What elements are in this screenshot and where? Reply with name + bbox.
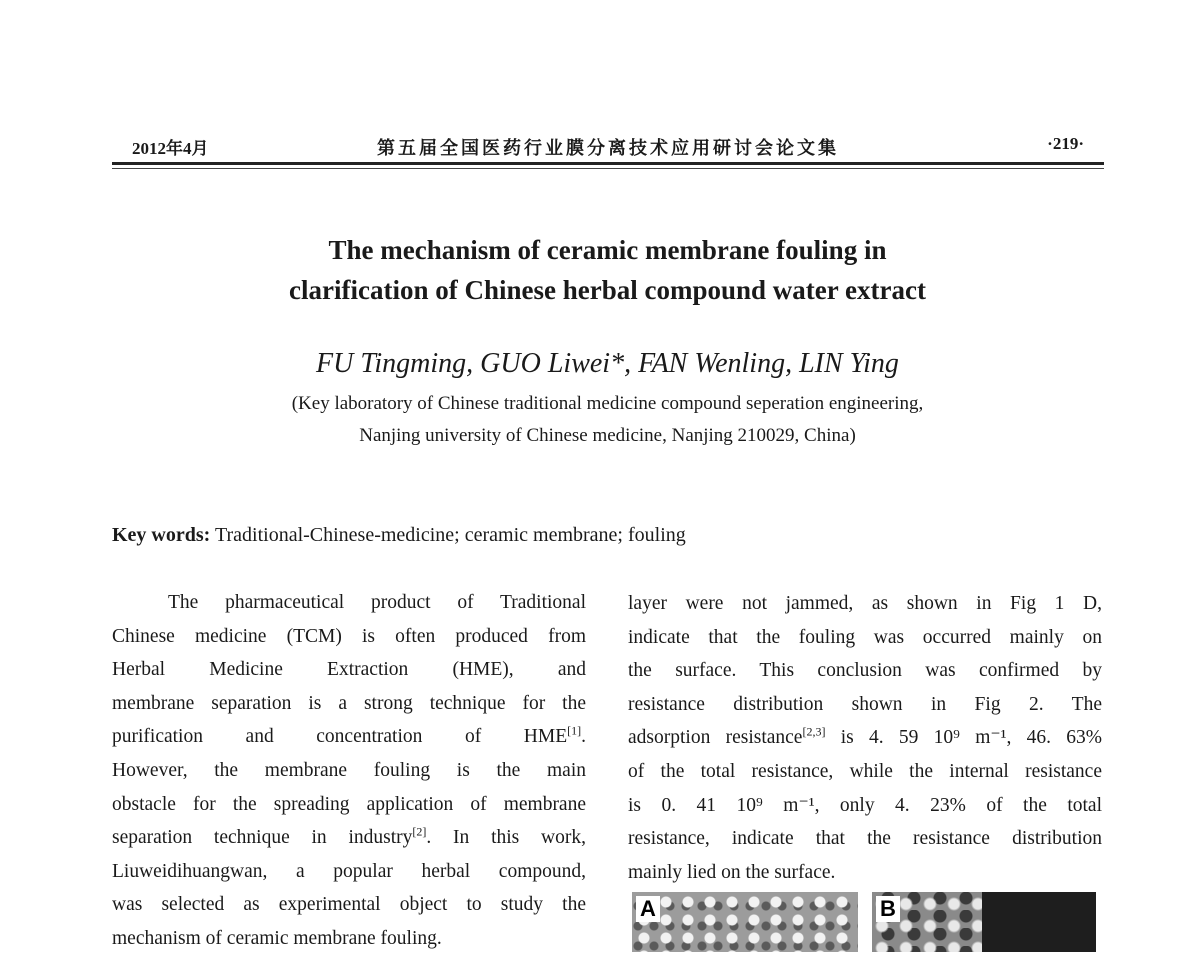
keywords-text: Traditional-Chinese-medicine; ceramic membrane; fouling [214, 524, 686, 546]
title-line-2: clarification of Chinese herbal compound water extract [289, 275, 926, 305]
body-text: . In this work, [426, 827, 586, 849]
citation-ref: [1] [567, 723, 582, 738]
header-date: 2012年4月 [132, 139, 209, 158]
body-line: indicate that the fouling was occurred mainly on [628, 626, 1102, 648]
body-text: . [581, 726, 586, 748]
body-line: Liuweidihuangwan, a popular herbal compound, [112, 860, 586, 882]
body-line [112, 720, 586, 754]
body-line: membrane separation is a strong technique for the [112, 692, 586, 714]
citation-ref: [2,3] [802, 724, 826, 739]
body-right-column [628, 587, 1102, 889]
panel-label-a: A [636, 896, 660, 922]
body-text: adsorption resistance [628, 727, 803, 749]
body-line: is 0. 41 10⁹ m⁻¹, only 4. 23% of the total [628, 794, 1102, 816]
body-line: mainly lied on the surface. [628, 861, 836, 883]
body-line: The pharmaceutical product of Traditional [168, 592, 586, 613]
body-line: obstacle for the spreading application of membrane [112, 793, 586, 815]
citation-ref: [2] [412, 824, 427, 839]
header-rule-thin [112, 168, 1104, 169]
body-line [112, 821, 586, 855]
authors: FU Tingming, GUO Liwei*, FAN Wenling, LIN Ying [316, 348, 899, 379]
header-journal-title: 第五届全国医药行业膜分离技术应用研讨会论文集 [377, 138, 839, 158]
header-rule-thick [112, 162, 1104, 165]
keywords [112, 521, 686, 549]
body-line: mechanism of ceramic membrane fouling. [112, 927, 442, 949]
body-line: resistance, indicate that the resistance distribution [628, 828, 1102, 850]
body-line: resistance distribution shown in Fig 2. The [628, 693, 1102, 715]
body-line: the surface. This conclusion was confirmed by [628, 660, 1102, 682]
affiliation [150, 388, 1065, 452]
body-text: separation technique in industry [112, 827, 413, 849]
body-text: purification and concentration of HME [112, 726, 568, 748]
figure-1 [632, 892, 1096, 952]
keywords-label: Key words: [112, 524, 211, 546]
title-line-1: The mechanism of ceramic membrane fouling in [328, 235, 887, 265]
figure-panel-a [632, 892, 858, 952]
running-header [112, 134, 1104, 172]
body-line: layer were not jammed, as shown in Fig 1 D, [628, 593, 1102, 614]
body-left-column [112, 586, 586, 956]
affiliation-line-1: (Key laboratory of Chinese traditional medicine compound seperation engineering, [291, 393, 924, 414]
panel-label-b: B [876, 896, 900, 922]
body-line: Chinese medicine (TCM) is often produced from [112, 625, 586, 647]
body-line: of the total resistance, while the internal resistance [628, 760, 1102, 782]
header-page-number: ·219· [1047, 134, 1084, 153]
affiliation-line-2: Nanjing university of Chinese medicine, Nanjing 210029, China) [359, 425, 856, 446]
body-line: Herbal Medicine Extraction (HME), and [112, 659, 586, 681]
body-line: However, the membrane fouling is the main [112, 759, 586, 781]
figure-panel-b [872, 892, 1096, 952]
body-text: is 4. 59 10⁹ m⁻¹, 46. 63% [825, 727, 1103, 749]
body-line [628, 721, 1102, 755]
paper-title [200, 230, 1015, 310]
body-line: was selected as experimental object to study the [112, 894, 586, 916]
